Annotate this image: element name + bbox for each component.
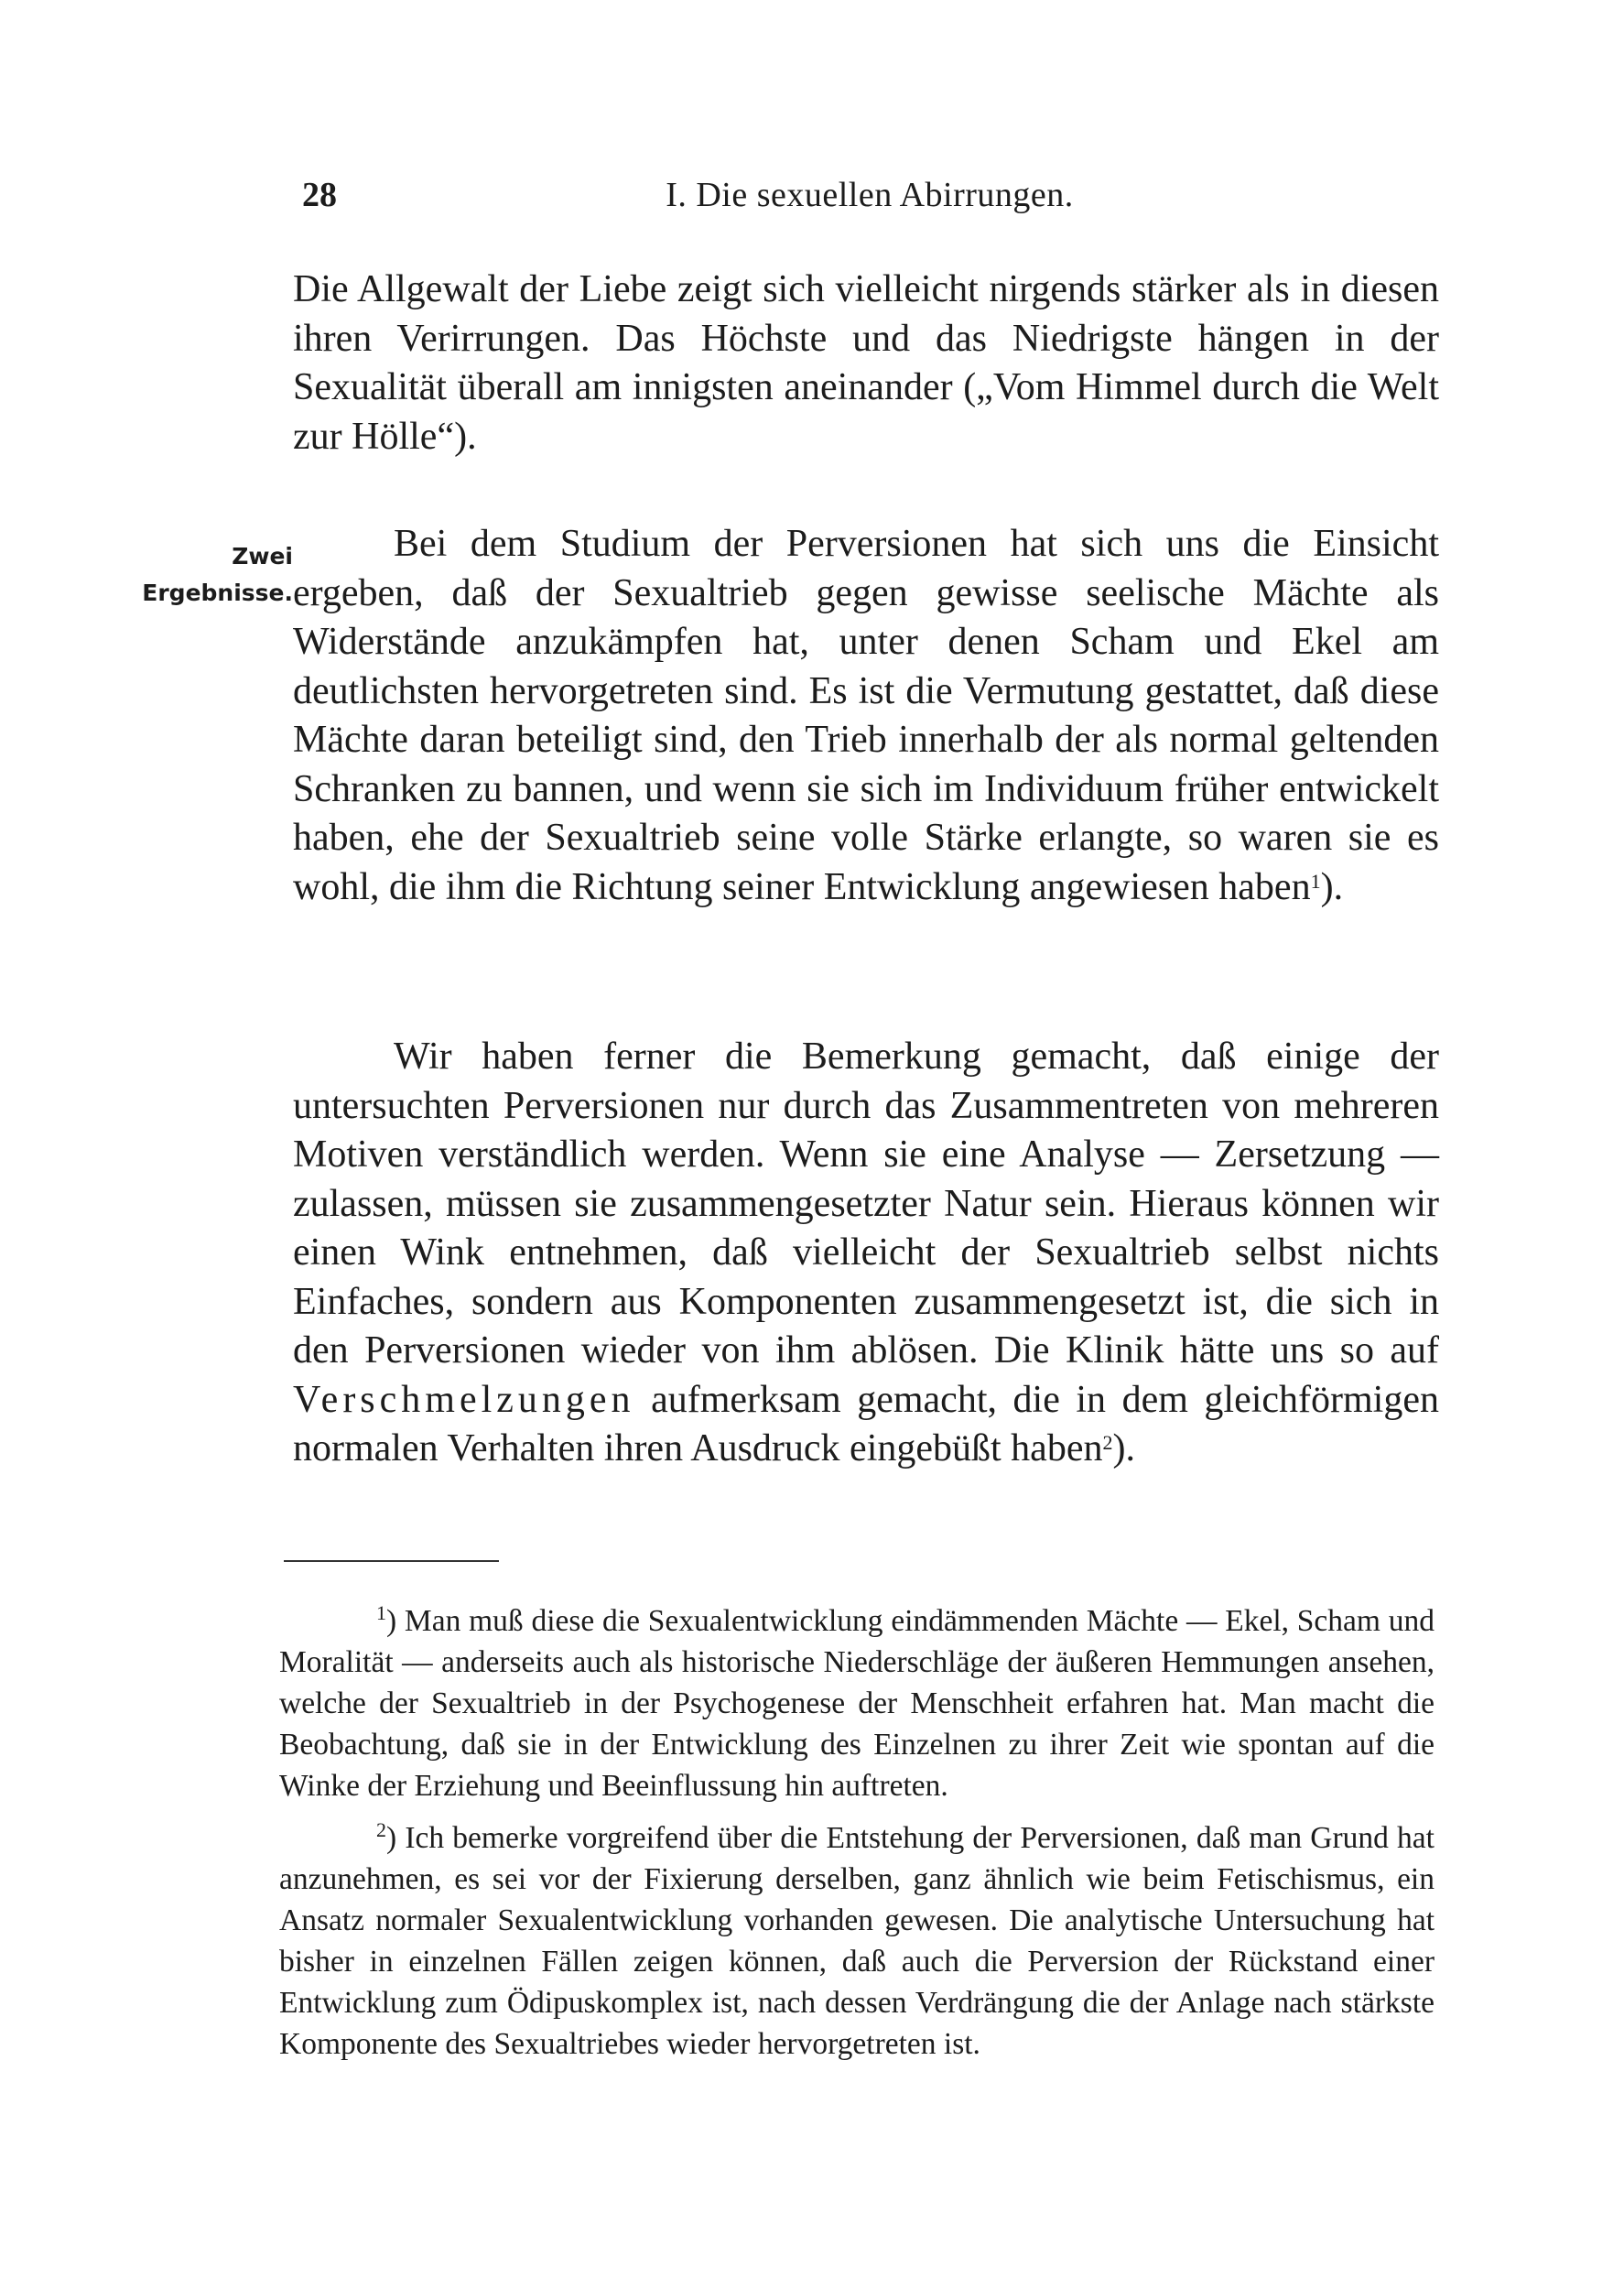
footnote-2-text: ) Ich bemerke vorgreifend über die Entstehung der Perversionen, daß man Grund hat anzunehmen, es sei vor der Fixierung derselben, ganz ähnlich wie beim Fetischismus, ein Ansatz normaler Sexualentwicklung vorhanden gewesen. Die analytische Untersuchung hat bisher in einzelnen Fällen zeigen können, daß auch die Perversion der Rückstand einer Entwicklung zum Ödipuskomplex ist, nach dessen Verdrängung die der Anlage nach stärkste Komponente des Sexualtriebes wieder hervorgetreten ist. (279, 1821, 1435, 2061)
footnote-1-mark: 1 (376, 1601, 386, 1624)
paragraph-2-end: ). (1320, 865, 1344, 908)
paragraph-3-end: ). (1112, 1427, 1135, 1469)
footnote-2 (279, 1817, 1435, 2065)
paragraph-2 (293, 520, 1439, 912)
footnote-ref-2[interactable]: 2 (1102, 1431, 1113, 1454)
paragraph-3-body-a: Wir haben ferner die Bemerkung gemacht, daß einige der untersuchten Perversionen nur durch das Zusammentreten von mehreren Motiven verständlich werden. Wenn sie eine Analyse — Zersetzung — zulassen, müssen sie zusammengesetzter Natur sein. Hieraus können wir einen Wink entnehmen, daß vielleicht der Sexualtrieb selbst nichts Einfaches, sondern aus Komponenten zusammengesetzt ist, die sich in den Perversionen wieder von ihm ablösen. Die Klinik hätte uns so auf (293, 1036, 1439, 1372)
paragraph-2-body: Bei dem Studium der Perversionen hat sich uns die Einsicht ergeben, daß der Sexualtrieb gegen gewisse seelische Mächte als Widerstände anzukämpfen hat, unter denen Scham und Ekel am deutlichsten hervorgetreten sind. Es ist die Vermutung gestattet, daß diese Mächte daran beteiligt sind, den Trieb innerhalb der als normal geltenden Schranken zu bannen, und wenn sie sich im Individuum früher entwickelt haben, ehe der Sexualtrieb seine volle Stärke erlangte, so waren sie es wohl, die ihm die Richtung seiner Entwicklung angewiesen haben (293, 523, 1439, 908)
paragraph-1 (293, 266, 1439, 461)
footnote-divider (284, 1560, 499, 1562)
chapter-title: I. Die sexuellen Abirrungen. (666, 176, 1074, 214)
margin-note-line-2: Ergebnisse. (142, 580, 293, 606)
margin-note (119, 538, 293, 612)
footnote-ref-1[interactable]: 1 (1310, 869, 1321, 893)
emphasis-verschmelzungen: Verschmelzungen (293, 1378, 635, 1421)
footnote-2-mark: 2 (376, 1818, 386, 1841)
paragraph-1-text: Die Allgewalt der Liebe zeigt sich vielleicht nirgends stärker als in diesen ihren Verirrungen. Das Höchste und das Niedrigste hängen in der Sexualität überall am innigsten aneinander („Vom Himmel durch die Welt zur Hölle“). (293, 268, 1439, 458)
paragraph-2-text (293, 520, 1439, 912)
footnote-1 (279, 1600, 1435, 1806)
footnotes (279, 1600, 1435, 2076)
running-head (302, 172, 1437, 218)
paragraph-3-text (293, 1033, 1439, 1474)
margin-note-line-1: Zwei (232, 543, 293, 569)
page-number: 28 (302, 176, 337, 214)
paragraph-3-body-b: aufmerksam gemacht, die in dem gleichförmigen normalen Verhalten ihren Ausdruck eingebüßt haben (293, 1378, 1439, 1469)
footnote-1-text: ) Man muß diese die Sexualentwicklung eindämmenden Mächte — Ekel, Scham und Moralität — anderseits auch als historische Niederschläge der äußeren Hemmungen ansehen, welche der Sexualtrieb in der Psychogenese der Menschheit erfahren hat. Man macht die Beobachtung, daß sie in der Entwicklung des Einzelnen zu ihrer Zeit wie spontan auf die Winke der Erziehung und Beeinflussung hin auftreten. (279, 1604, 1435, 1803)
paragraph-3 (293, 1033, 1439, 1474)
